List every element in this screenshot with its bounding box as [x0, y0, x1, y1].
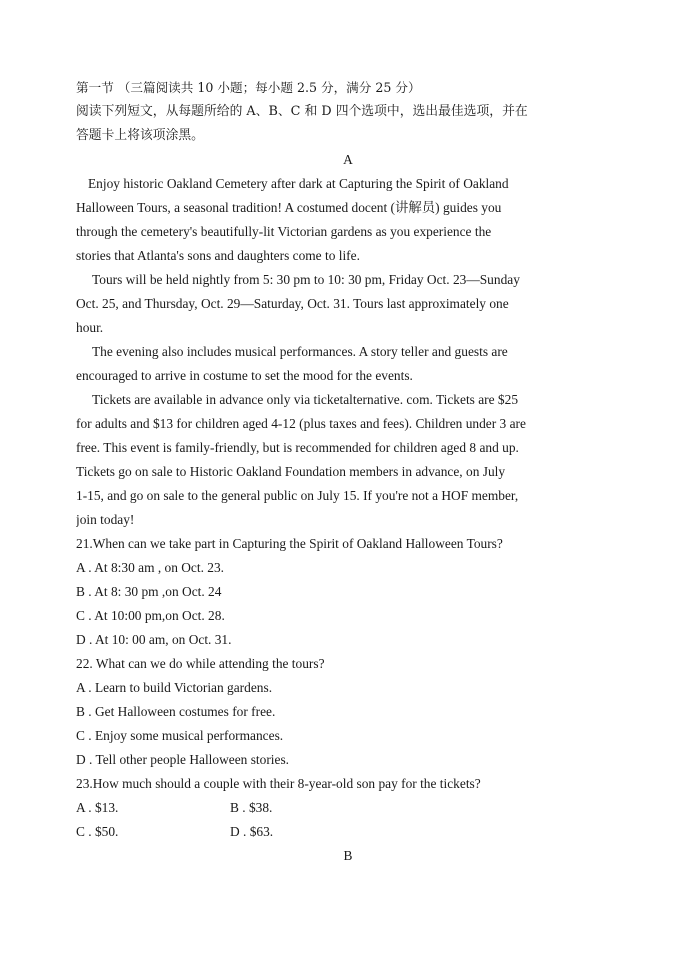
question-23 [76, 772, 620, 844]
passage-line: 1-15, and go on sale to the general public on July 15. If you're not a HOF member, [76, 488, 519, 503]
passage-line: The evening also includes musical performances. A story teller and guests are [92, 344, 508, 359]
passage-line: Enjoy historic Oakland Cemetery after dark at Capturing the Spirit of Oakland [88, 176, 509, 191]
answer-option: B . At 8: 30 pm ,on Oct. 24 [76, 584, 222, 599]
answer-option-row [76, 820, 620, 844]
passage-b-label: B [343, 848, 353, 863]
answer-option: A . Learn to build Victorian gardens. [76, 680, 273, 695]
answer-option: D . $63. [230, 824, 274, 839]
passage-a-label: A [343, 152, 353, 167]
passage-line: through the cemetery's beautifully-lit Victorian gardens as you experience the [76, 224, 492, 239]
passage-line: free. This event is family-friendly, but is recommended for children aged 8 and up. [76, 440, 519, 455]
passage-a-paragraph-1 [76, 172, 620, 268]
answer-option: B . Get Halloween costumes for free. [76, 704, 276, 719]
passage-line: join today! [76, 512, 135, 527]
passage-line: Oct. 25, and Thursday, Oct. 29—Saturday, Oct. 31. Tours last approximately one [76, 296, 509, 311]
answer-option: D . Tell other people Halloween stories. [76, 752, 290, 767]
instructions-line-1: 阅读下列短文，从每题所给的 A、B、C 和 D 四个选项中，选出最佳选项，并在 [76, 104, 528, 119]
passage-line: Tickets are available in advance only via ticketalternative. com. Tickets are $25 [92, 392, 519, 407]
passage-line: stories that Atlanta's sons and daughters come to life. [76, 248, 360, 263]
passage-a-paragraph-3 [76, 340, 620, 388]
answer-option: D . At 10: 00 am, on Oct. 31. [76, 632, 232, 647]
question-stem: 23.How much should a couple with their 8-year-old son pay for the tickets? [76, 776, 481, 791]
passage-line: for adults and $13 for children aged 4-12 (plus taxes and fees). Children under 3 are [76, 416, 526, 431]
question-21 [76, 532, 620, 652]
answer-option: A . $13. [76, 800, 119, 815]
passage-a-paragraph-4 [76, 388, 620, 532]
passage-line: Tickets go on sale to Historic Oakland Foundation members in advance, on July [76, 464, 506, 479]
question-stem: 21.When can we take part in Capturing the Spirit of Oakland Halloween Tours? [76, 536, 503, 551]
section-title: 第一节 （三篇阅读共 10 小题；每小题 2.5 分，满分 25 分） [76, 80, 421, 95]
answer-option: A . At 8:30 am , on Oct. 23. [76, 560, 225, 575]
passage-a-paragraph-2 [76, 268, 620, 340]
answer-option: B . $38. [230, 800, 273, 815]
question-stem: 22. What can we do while attending the tours? [76, 656, 325, 671]
passage-line: hour. [76, 320, 104, 335]
exam-page [76, 76, 620, 868]
passage-line: Tours will be held nightly from 5: 30 pm to 10: 30 pm, Friday Oct. 23—Sunday [92, 272, 520, 287]
answer-option: C . At 10:00 pm,on Oct. 28. [76, 608, 225, 623]
passage-line: encouraged to arrive in costume to set the mood for the events. [76, 368, 413, 383]
instructions-line-2: 答题卡上将该项涂黑。 [76, 128, 204, 143]
question-22 [76, 652, 620, 772]
answer-option: C . $50. [76, 824, 119, 839]
answer-option-row [76, 796, 620, 820]
answer-option: C . Enjoy some musical performances. [76, 728, 284, 743]
passage-line: Halloween Tours, a seasonal tradition! A costumed docent (讲解员) guides you [76, 200, 502, 215]
